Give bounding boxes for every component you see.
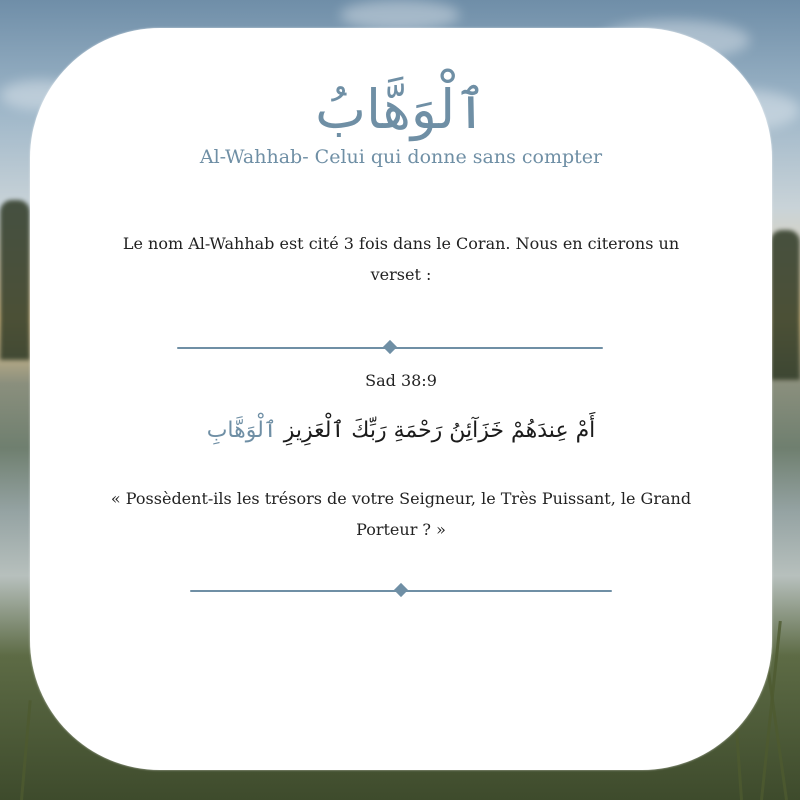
divider-bottom (190, 584, 612, 598)
verse-translation: « Possèdent-ils les trésors de votre Seigneur, le Très Puissant, le Grand Porteur ? » (110, 489, 692, 539)
arabic-name-title: ٱلْوَهَّابُ (315, 78, 487, 141)
verse-arabic (70, 418, 732, 443)
verse-reference: Sad 38:9 (365, 371, 437, 390)
content-card (30, 28, 772, 770)
name-subtitle: Al-Wahhab- Celui qui donne sans compter (199, 146, 603, 168)
verse-arabic-main: أَمْ عِندَهُمْ خَزَآئِنُ رَحْمَةِ رَبِّكَ ٱلْعَزِيزِ (283, 418, 596, 443)
diamond-ornament-icon (394, 583, 408, 597)
diamond-ornament-icon (383, 340, 397, 354)
divider-top (177, 341, 603, 355)
verse-arabic-highlight: ٱلْوَهَّابِ (206, 418, 277, 443)
intro-paragraph: Le nom Al-Wahhab est cité 3 fois dans le Coran. Nous en citerons un verset : (122, 234, 680, 284)
